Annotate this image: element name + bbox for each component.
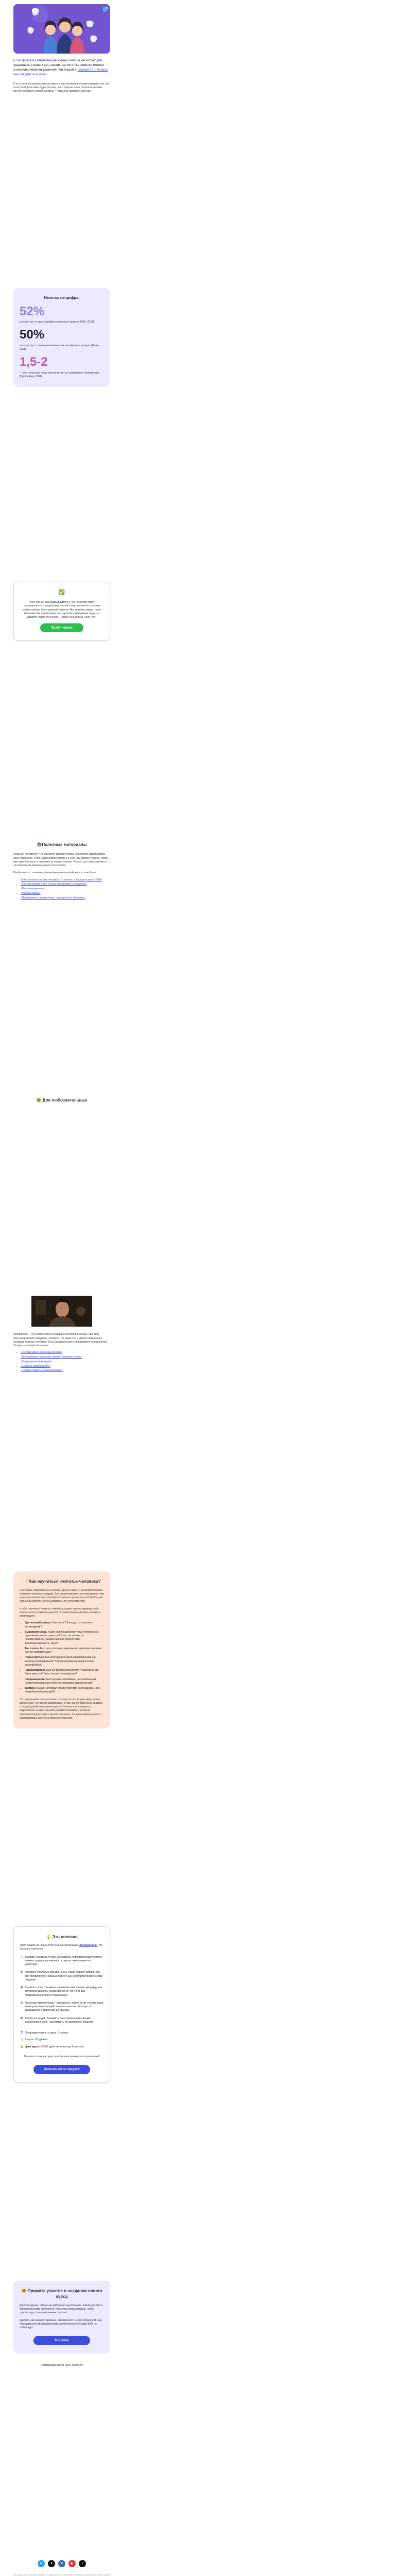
survey-button[interactable]: К опросу [33,2336,90,2345]
useful-point [20,2002,104,2013]
telegram-icon[interactable]: ➤ [38,2560,45,2567]
stat-item [20,328,104,351]
materials-title: 📚Полезные материалы [37,842,87,847]
poll-card [13,582,110,641]
useful-point [20,1986,104,1997]
stat-item [20,305,104,325]
join-paragraph: Уделите нам немного времени, ответив всего на три вопроса. В знак благодарности мы подарим вам дополнительную скидку 50% на любой курс. [20,2318,102,2330]
tiktok-icon[interactable]: ♪ [79,2560,86,2567]
useful-point-text: Пресекать манипуляции. Определить, пытается ли человек вами манипулировать, воздействовать гипнозом. Если да, то защищаться и применять контрмеры. [25,2001,104,2012]
curious-links [21,1351,110,1372]
lessons-row: 📑 В курсе: 20 уроков [20,2038,47,2042]
footer: Вы получили это письмо, потому что подписались на рассылку. Отписаться от рассылки можно по этой [13,2573,110,2576]
stat-text: россиян лгут о своих профессиональных навыках [РБК, 2021], [20,320,95,324]
materials-links [21,878,110,900]
useful-point-text: Выявлять ложь. Понимать, зачем человек говорит неправду, как это можно выявить, опирается ли он что-то от вас преднамеренно или не специально. [25,1986,102,1997]
join-card [13,2281,110,2354]
social-links [13,2560,110,2567]
stat-number: 52% [20,304,45,318]
eye-icon: 👁 [20,2016,24,2020]
useful-point-text: Влиять на людей. Вызывать у них нужные вам эмоции, располагать к себе, настраивать на позитивное общение. [25,2016,94,2024]
read-list-item: • Выражение лица. Какие были выражения лица человека на протяжении вашего диалога? Было ли это маска, невозмутимость, эмоциональное присутствие, заинтересованность, скука? [25,1631,104,1646]
book-icon: 📑 [20,2038,24,2042]
read-title: 📝 Как научиться «читать» человека? [23,1579,101,1584]
poll-button[interactable]: Пройти опрос [40,623,83,632]
vk-icon[interactable]: в [58,2560,65,2567]
movie-still-image [31,1296,92,1327]
useful-title: 💡 Это полезно [46,1934,78,1939]
stat-text: россиян лгут о своем экономическом положении и доходах [Маяк, 2018], [20,344,99,351]
read-list-item: • Тон голоса. Был ли он теплым, уверенным, заинтересованным или же напряженным? [25,1647,104,1655]
materials-link[interactable]: «Микровыражения» [21,887,45,891]
read-paragraph: Чтобы научиться «читать» человека, нужно просто задавать себе вопросы после каждого диалога. А сами вопросы должны касаться следующего: [20,1607,100,1618]
intro-paragraph: И это очень полезный в жизни навык, а при желании его можно развить так, что почти любой человек будет для вас, как открытая книга. Хотелось бы вам научиться видеть людей насквозь? Тогда этот дайджест для вас! [13,82,110,93]
curious-paragraph: Профайлинг – это совокупность методов и способов анализа, оценки и прогнозирования поведения человека. Но также это и умение общаться и находить подход к человеку. Быть специалистом в профайлинге в психологии. Этому и посвящён блок ниже: [13,1333,108,1348]
stat-number: 1,5-2 [20,355,48,369]
useful-card [13,1926,110,2083]
read-card [13,1571,110,1728]
useful-point [20,1971,104,1982]
curious-link[interactable]: «Книги по профайлингу» [21,1364,50,1368]
lead-text-end: . [46,72,48,76]
materials-link[interactable]: «Профайлинг: определение, направления, обучение» [21,896,85,900]
stats-card [13,288,110,387]
unsubscribe-link[interactable]: по этой [103,2573,110,2576]
join-title: 🤓 Примите участие в создании нового курса [21,2288,102,2299]
read-list-item: • Тайминг. Был ли интервал между ответами собеседника и его невербальной реакцией? [25,1687,104,1694]
curious-title: 🤓 Для любознательных [36,1098,88,1103]
lead-text: Если фраза из заголовка рассылки хотя бы несколько раз срывалась с ваших уст, значит, вы хотя бы немного можете считывать микровыражения лиц людей и [13,59,105,72]
check-icon: ✅ [58,589,65,596]
stats-title: Некоторые цифры [44,295,80,300]
youtube-icon[interactable]: ▶ [68,2560,76,2567]
read-list-item: • Зрительный контакт. Был ли он? Если да, то насколько интенсивный? [25,1621,104,1629]
read-list-item: • Напряженность. Был человек спокойным, расслабленным, незаинтересованным либо же чрезмерно драматичным? [25,1678,104,1686]
stat-text: — во столько раз чаще мужчины лгут по сравнению с женщинами [Профайлер, 2018]. [20,371,99,378]
useful-point [20,1956,104,1967]
materials-link[interactable]: «Физиогномика» [21,891,41,895]
useful-note: В новом потоке вас ждет еще больше примеров и упражнений! [24,2055,100,2058]
read-list-item: • Прикосновения. Был ли физический контакт? Насколько это было уместно? Было ли вам некомфортно? [25,1669,104,1676]
join-paragraph: Дорогие друзья, сейчас мы работаем над большим новым курсом по эмоциональному интеллекту. Нам нужна ваша помощь, чтобы сделать курс полезным именно для вас. [20,2303,102,2315]
lead-link[interactable]: определять, правду они говорят или ложь [13,67,108,76]
duration-row: ⏰ Продолжительность курса: 5 недель [20,2031,68,2035]
curious-link[interactable]: «10 признаков неосознанной лжи» [21,1351,62,1354]
clock-icon: ⏰ [20,2031,24,2035]
brand-logo: R [106,7,108,10]
enroll-button[interactable]: Записаться со скидкой [33,2065,90,2074]
curious-link[interactable]: «Техники защиты от манипуляции» [21,1369,63,1372]
read-paragraph: Считывать невербальные сигналы других людей и интерпретировать их может научиться каждый. Для профессионального овладения этим навыком, конечно же, потребуется немало времени и усилий. Но уже сейчас вы можете начать осваивать эту этой практики. [20,1588,104,1603]
people-icon: 🤼 [20,1955,24,1959]
useful-point-text: Понимать реальные эмоции. Знать, какие бывают эмоции, как они проявляются у разных людей и как они влияют вовсе с ними общение. [25,1971,103,1981]
poll-text: Точно так же, как каждый думает о чем-то в меру своей распущенности, каждый имеет о себе точку зрения на то, о чем можно солгать без угрызений совести. Мы, конечно, верим, что в большинстве своем вокруг нас хорошие и правдивые люди, но давайте будем честными… (опрос анонимный, если что). [23,601,101,619]
lead-paragraph [13,59,110,77]
materials-link[interactable]: «Как распознать ложь: по жестам, мимике, в общении» [21,883,87,886]
read-list-item: • Поза и жесты. Поза собеседника была расслабленная или жесткая и неподвижная? Плечи напряжены, подняты или расслаблены? [25,1656,104,1667]
social-label: Подписывайтесь на нас в соцсетях: [40,2364,83,2367]
hero-image [13,4,110,54]
curious-link[interactable]: «Социальная инженерия» [21,1360,53,1363]
useful-point-text: Узнавать человека лучше. Составлять психологический портрет: мотивы, предрасположенности, черты темперамента и характера. [25,1955,103,1967]
read-list [25,1621,104,1694]
materials-paragraph: Разбираемся с понятием и компонентами профайлинга в этом блоке: [13,871,97,875]
materials-link[interactable]: «Как научиться читать человека: 7 советов от бывшего агента ФБР» [21,878,103,882]
price-row: 💰 Цена курса: 1495₽ (действительна до 9 августа) [20,2045,84,2048]
materials-paragraph: Когда вы понимаете, что чувствует другой человек, вы можете адаптировать свое поведение, чтобы эффективно влиять на него. Вы сможете понять, когда вам врут или просто скрывают истинные мотивы. Кстати, этот навык является составляющей эмоционального интеллекта. [13,853,108,868]
email-body [0,0,124,2576]
stat-item [20,355,104,379]
shield-icon: 🛡 [20,2001,24,2005]
read-paragraph: Это упражнение очень полезно, потому что после разговора может выясниться, что все на самом деле не так, как об этом было сказано, и, придя домой, взяв в руки ручку и блокнот и вспомнив все подробности, можно отыскать в памяти моменты, которые просигнализируют вам о вашего сознания. А в дальнейшем учитесь анализировать все это в процессе общения. [20,1698,104,1720]
useful-point [20,2017,104,2025]
price-value: 1495₽ [40,2045,48,2048]
stat-number: 50% [20,328,45,342]
useful-intro: Приглашаем на новый поток онлайн-программы «Профайлинг». На курсе вы научитесь: [20,1944,102,1951]
money-icon: 💰 [20,2045,24,2048]
fox-icon: 🦊 [20,1986,24,1990]
masks-icon: 🎭 [20,1971,24,1974]
program-link[interactable]: «Профайлинг» [78,1944,98,1947]
curious-link[interactable]: «Бихевиоризм: позволяет понять человека лучше» [21,1355,82,1359]
dzen-icon[interactable]: ✦ [48,2560,55,2567]
